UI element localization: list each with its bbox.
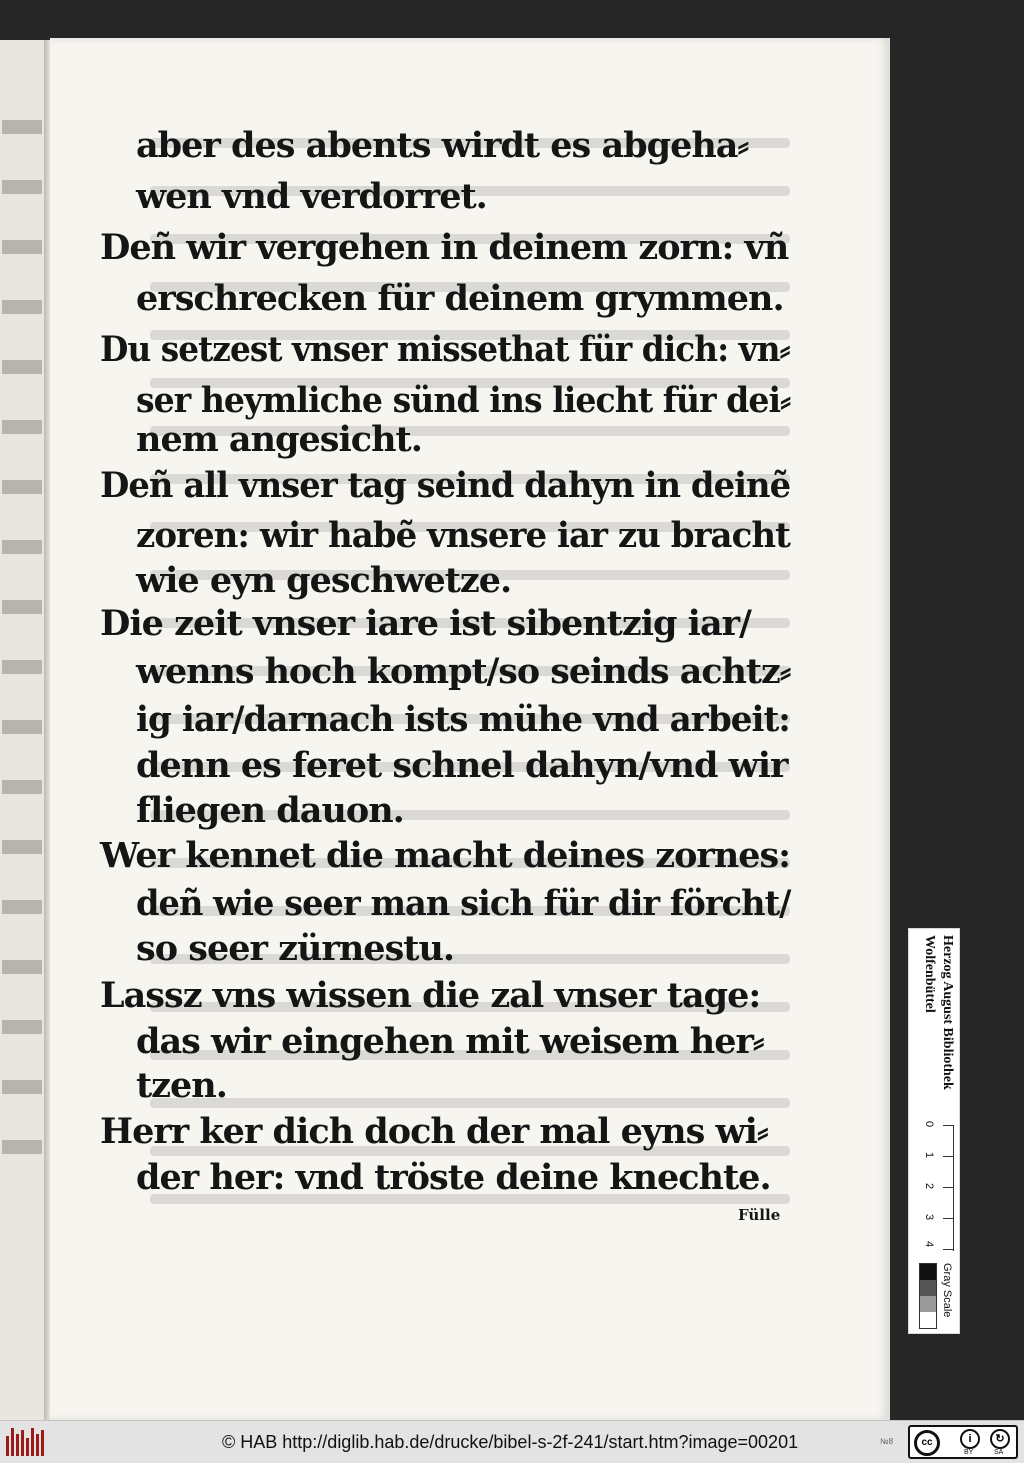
gray-scale-swatches — [919, 1263, 937, 1329]
text-line: erschrecken für deinem grymmen. — [136, 278, 784, 319]
text-line: aber des abents wirdt es abgeha⸗ — [136, 125, 749, 166]
institution-label: Herzog August Bibliothek — [940, 935, 955, 1090]
text-line: wie eyn geschwetze. — [136, 560, 512, 601]
text-line: so seer zürnestu. — [136, 928, 455, 969]
text-line: tzen. — [136, 1065, 227, 1106]
sa-label: SA — [994, 1449, 1004, 1456]
text-line: ig iar/darnach ists mühe vnd arbeit: — [136, 699, 790, 740]
text-line: deñ wie seer man sich für dir förcht/ — [136, 883, 791, 924]
text-line: Wer kennet die macht deines zornes: — [100, 835, 791, 876]
footer-mark: №8 — [880, 1437, 894, 1446]
ruler-number: 0 — [923, 1121, 935, 1128]
ruler-number: 4 — [923, 1241, 935, 1248]
text-line: fliegen dauon. — [136, 790, 404, 831]
cc-license-badge[interactable] — [908, 1425, 1018, 1459]
city-label: Wolfenbüttel — [922, 935, 937, 1013]
text-line: wenns hoch kompt/so seinds achtz⸗ — [136, 651, 791, 692]
by-label: BY — [964, 1449, 974, 1456]
text-line: Herr ker dich doch der mal eyns wi⸗ — [100, 1111, 768, 1152]
text-line: das wir eingehen mit weisem her⸗ — [136, 1021, 764, 1062]
text-line: Die zeit vnser iare ist sibentzig iar/ — [100, 603, 751, 644]
text-line: Deñ all vnser tag seind dahyn in deinẽ — [100, 465, 791, 506]
text-line: zoren: wir habẽ vnsere iar zu bracht — [136, 515, 790, 556]
hab-logo-icon — [6, 1428, 48, 1456]
copyright-link[interactable]: © HAB http://diglib.hab.de/drucke/bibel-s-2f-241/start.htm?image=00201 — [222, 1432, 799, 1452]
book-page — [50, 38, 890, 1420]
text-line: Lassz vns wissen die zal vnser tage: — [100, 975, 761, 1016]
gray-scale-label: Gray Scale — [941, 1263, 953, 1318]
text-line: ser heymliche sünd ins liecht für dei⸗ — [136, 380, 791, 421]
attribution-icon: i — [960, 1429, 980, 1449]
color-calibration-strip — [908, 928, 960, 1334]
ruler-number: 3 — [923, 1214, 935, 1221]
facing-page-edge — [0, 40, 46, 1420]
cc-icon: cc — [914, 1430, 940, 1456]
text-line: Deñ wir vergehen in deinem zorn: vñ — [100, 227, 789, 268]
ruler-number: 2 — [923, 1183, 935, 1190]
text-line: der her: vnd tröste deine knechte. — [136, 1157, 771, 1198]
catchword: Fülle — [738, 1206, 781, 1224]
ruler — [917, 1121, 954, 1251]
viewer-footer — [0, 1420, 1024, 1463]
share-alike-icon: ↻ — [990, 1429, 1010, 1449]
text-line: wen vnd verdorret. — [136, 176, 487, 217]
text-line: Du setzest vnser missethat für dich: vn⸗ — [100, 329, 790, 370]
text-line: denn es feret schnel dahyn/vnd wir — [136, 745, 788, 786]
text-line: nem angesicht. — [136, 419, 422, 460]
ruler-number: 1 — [923, 1152, 935, 1159]
